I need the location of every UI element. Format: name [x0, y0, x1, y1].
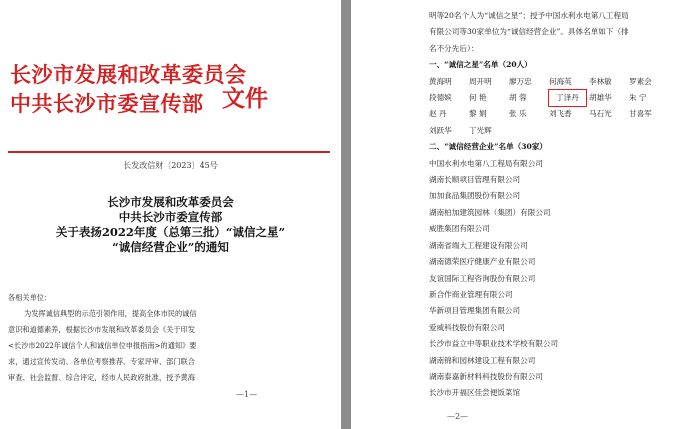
company-name: 湖南泰嘉新材料科技股份有限公司	[429, 371, 543, 381]
intro-line: 名不分先后）：	[429, 43, 479, 53]
company-name: 湖南长顺项目管理有限公司	[429, 175, 521, 185]
document-page-2	[351, 0, 700, 429]
name-row	[429, 106, 697, 122]
company-name: 湖南德荣医疗健康产业有限公司	[429, 257, 536, 267]
company-name: 新合作商业管理有限公司	[429, 289, 513, 299]
company-name: 加加食品集团股份有限公司	[429, 191, 521, 201]
section-heading-stars: 一、“诚信之星”名单（20人）	[429, 60, 532, 70]
title-line: “诚信经营企业”的通知	[112, 240, 229, 254]
issuer-header	[10, 60, 247, 118]
name-list-content	[429, 8, 697, 402]
company-name: 中国水利水电第八工程局有限公司	[429, 158, 543, 168]
person-name: 周开明	[469, 76, 492, 86]
body-line: <长沙市2022年诚信个人和诚信单位申报指南>的通知》要	[8, 341, 197, 350]
body-line: 为发挥诚信典型的示范引领作用，提高全体市民的诚信	[24, 309, 197, 318]
title-line: 长沙市发展和改革委员会	[107, 195, 234, 209]
highlighted-person-name: 丁泽丹	[549, 90, 586, 106]
body-line: 求，通过宣传发动、各单位考察推荐、专家评审、部门联合	[8, 357, 195, 366]
person-name: 张 乐	[509, 109, 527, 119]
title-line: 中共长沙市委宣传部	[118, 210, 223, 224]
document-page-1	[0, 0, 341, 429]
person-name: 丁光辉	[469, 125, 492, 135]
page-number: —2—	[447, 412, 469, 421]
company-name: 华新项目管理集团有限公司	[429, 306, 521, 316]
company-name: 威胜集团有限公司	[429, 224, 490, 234]
company-name: 湖南锦和园林建设工程有限公司	[429, 355, 536, 365]
name-row	[429, 74, 697, 90]
issuer-name-2: 中共长沙市委宣传部	[10, 91, 204, 116]
person-name: 廖万忠	[509, 76, 532, 86]
person-name: 李林敏	[589, 76, 612, 86]
person-name: 何 艳	[469, 93, 487, 103]
person-name: 赵 丹	[429, 109, 447, 119]
person-name: 甘喜军	[629, 109, 652, 119]
body-line: 审查、社会监督、综合评定，经市人民政府批准，授予黄海	[8, 373, 195, 382]
person-name: 段德嫔	[429, 93, 452, 103]
intro-line: 明等20名个人为“诚信之星”；授予中国水利水电第八工程局	[429, 11, 629, 20]
company-name: 长沙市开福区佳尝便饭菜馆	[429, 388, 521, 398]
section-heading-companies: 二、“诚信经营企业”名单（30家）	[429, 142, 548, 152]
salutation: 各相关单位：	[8, 293, 52, 302]
person-name: 黎 娟	[469, 109, 487, 119]
name-row	[429, 123, 697, 139]
person-name: 胡雄华	[589, 93, 612, 103]
name-row	[429, 90, 697, 106]
person-name: 刘飞香	[549, 109, 572, 119]
person-name: 刘跃华	[429, 125, 452, 135]
person-name: 何海英	[549, 76, 572, 86]
red-divider-line	[8, 151, 330, 153]
company-name: 友谊国际工程咨询股份有限公司	[429, 273, 536, 283]
person-name: 胡 蓉	[509, 93, 527, 103]
person-name: 黄海明	[429, 76, 452, 86]
company-name: 长沙市益立中等职业技术学校有限公司	[429, 339, 559, 349]
company-name: 湖南柏加建筑园林（集团）有限公司	[429, 207, 551, 217]
document-label: 文件	[222, 85, 268, 112]
person-name: 朱 宁	[629, 93, 647, 103]
intro-line: 有限公司等30家单位为“诚信经营企业”。具体名单如下（排	[429, 27, 629, 37]
notice-body	[8, 290, 328, 386]
title-line: 关于表扬2022年度（总第三批）“诚信之星”	[55, 225, 286, 239]
page-number: —1—	[236, 390, 258, 399]
person-name: 罗素会	[629, 76, 652, 86]
company-name: 爱威科技股份有限公司	[429, 322, 505, 332]
person-name: 马石光	[589, 109, 612, 119]
body-line: 意识和道德素养，根据长沙市发展和改革委员会《关于印发	[8, 325, 195, 334]
issuer-name-1: 长沙市发展和改革委员会	[10, 62, 247, 87]
document-title	[0, 195, 341, 255]
document-number: 长发改信财〔2023〕45号	[123, 161, 218, 170]
company-name: 湖南省端大工程建设有限公司	[429, 240, 528, 250]
